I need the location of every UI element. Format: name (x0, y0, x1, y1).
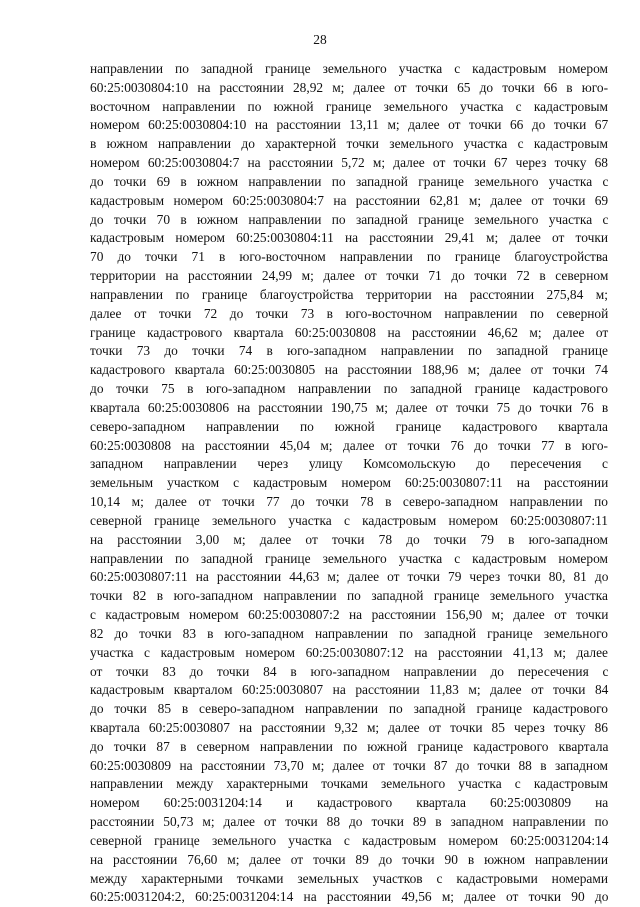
text-line: земельным участком с кадастровым номером 60:25:0030807:11 на расстоянии (90, 475, 609, 491)
text-line: точки 73 до точки 74 в юго-западном направлении по западной границе (90, 343, 608, 359)
text-line: северной границе земельного участка с кадастровым номером 60:25:0030807:11 (90, 512, 608, 528)
text-line: до точки 70 в южном направлении по западной границе земельного участка с (90, 211, 609, 227)
text-line: с кадастровым номером 60:25:0030807:2 на расстоянии 156,90 м; далее от точки (90, 607, 609, 623)
text-line: границе кадастрового квартала 60:25:0030808 на расстоянии 46,62 м; далее от (90, 324, 609, 340)
text-line: кадастровым кварталом 60:25:0030807 на расстоянии 11,83 м; далее от точки 84 (90, 682, 609, 698)
text-line: восточном направлении по южной границе земельного участка с кадастровым (90, 98, 608, 114)
text-line: от точки 83 до точки 84 в юго-западном направлении до пересечения с (90, 663, 609, 679)
text-line: 60:25:0030804:10 на расстоянии 28,92 м; далее от точки 65 до точки 66 в юго- (90, 79, 609, 95)
text-line: направлении по западной границе земельного участка с кадастровым номером (90, 550, 608, 566)
text-line: кадастровым номером 60:25:0030804:11 на расстоянии 29,41 м; далее от точки (90, 230, 608, 246)
text-line: кадастрового квартала 60:25:0030805 на расстоянии 188,96 м; далее от точки 74 (90, 362, 608, 378)
text-line: номером 60:25:0030804:10 на расстоянии 13,11 м; далее от точки 66 до точки 67 (90, 117, 609, 133)
text-line: территории на расстоянии 24,99 м; далее от точки 71 до точки 72 в северном (90, 268, 609, 284)
text-line: западном направлении через улицу Комсомольскую до пересечения с (90, 456, 608, 472)
text-line: 60:25:0030808 на расстоянии 45,04 м; далее от точки 76 до точки 77 в юго- (90, 437, 608, 453)
text-line: точки 82 в юго-западном направлении по западной границе земельного участка (90, 588, 608, 604)
text-line: 60:25:0030807:11 на расстоянии 44,63 м; далее от точки 79 через точки 80, 81 до (90, 569, 609, 585)
page-number: 28 (313, 32, 327, 47)
text-line: направлении между характерными точками земельного участка с кадастровым (90, 776, 608, 792)
text-line: в южном направлении до характерной точки земельного участка с кадастровым (90, 136, 609, 152)
text-line: 70 до точки 71 в юго-восточном направлении по границе благоустройства (90, 249, 608, 265)
text-line: северной границе земельного участка с кадастровым номером 60:25:0031204:14 (90, 832, 609, 848)
text-line: квартала 60:25:0030807 на расстоянии 9,32 м; далее от точки 85 через точку 86 (90, 719, 608, 735)
text-line: на расстоянии 76,60 м; далее от точки 89 до точки 90 в южном направлении (90, 851, 608, 867)
text-line: 60:25:0031204:2, 60:25:0031204:14 на расстоянии 49,56 м; далее от точки 90 до (90, 889, 609, 905)
text-line: кадастровым номером 60:25:0030804:7 на расстоянии 62,81 м; далее от точки 69 (90, 192, 609, 208)
text-line: на расстоянии 3,00 м; далее от точки 78 до точки 79 в юго-западном (90, 531, 608, 547)
text-line: до точки 85 в северо-западном направлении по западной границе кадастрового (90, 701, 608, 717)
text-line: номером 60:25:0031204:14 и кадастрового квартала 60:25:0030809 на (90, 795, 609, 811)
text-line: участка с кадастровым номером 60:25:0030807:12 на расстоянии 41,13 м; далее (90, 644, 608, 660)
text-line: до точки 75 в юго-западном направлении по западной границе кадастрового (90, 381, 608, 397)
text-line: до точки 69 в южном направлении по западной границе земельного участка с (90, 173, 609, 189)
text-line: квартала 60:25:0030806 на расстоянии 190,75 м; далее от точки 75 до точки 76 в (90, 399, 609, 415)
text-line: расстоянии 50,73 м; далее от точки 88 до точки 89 в западном направлении по (90, 814, 609, 830)
text-line: 10,14 м; далее от точки 77 до точки 78 в северо-западном направлении по (90, 494, 608, 510)
text-line: направлении по границе благоустройства территории на расстоянии 275,84 м; (90, 286, 608, 302)
document-body (90, 60, 608, 907)
text-line: северо-западном направлении по южной границе кадастрового квартала (90, 418, 608, 434)
text-line: далее от точки 72 до точки 73 в юго-восточном направлении по северной (90, 305, 609, 321)
text-line: до точки 87 в северном направлении по южной границе кадастрового квартала (90, 738, 609, 754)
text-line: номером 60:25:0030804:7 на расстоянии 5,72 м; далее от точки 67 через точку 68 (90, 155, 608, 171)
text-line: 60:25:0030809 на расстоянии 73,70 м; далее от точки 87 до точки 88 в западном (90, 757, 608, 773)
text-line: между характерными точками земельных участков с кадастровыми номерами (90, 870, 608, 886)
text-line: 82 до точки 83 в юго-западном направлении по западной границе земельного (90, 625, 608, 641)
text-line: направлении по западной границе земельного участка с кадастровым номером (90, 61, 608, 76)
